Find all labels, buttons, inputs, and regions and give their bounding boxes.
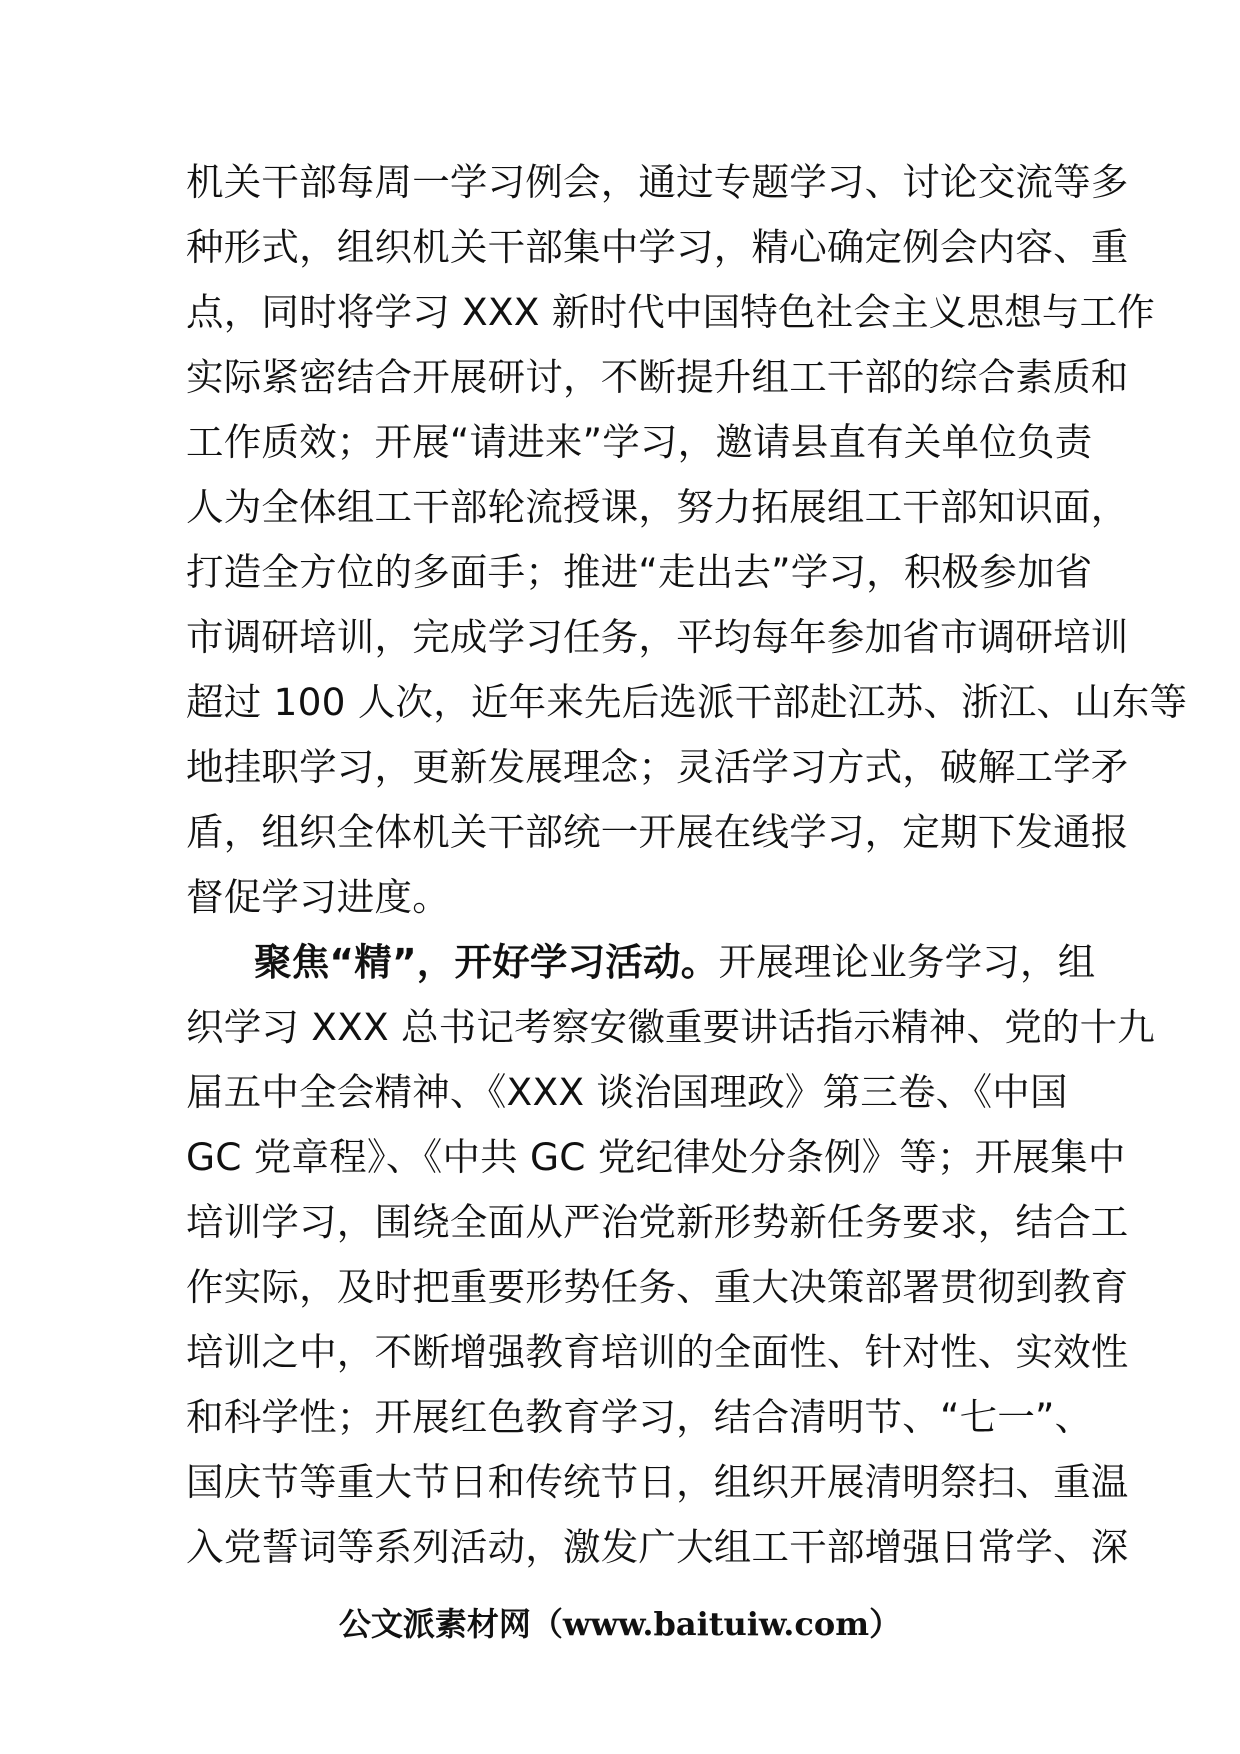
paragraph-line: 市调研培训，完成学习任务，平均每年参加省市调研培训: [186, 615, 1129, 659]
paragraph-line: 督促学习进度。: [186, 875, 450, 919]
paragraph-line: 打造全方位的多面手；推进“走出去”学习，积极参加省: [186, 550, 1093, 594]
paragraph-line: 种形式，组织机关干部集中学习，精心确定例会内容、重: [186, 225, 1129, 269]
paragraph-line: GC 党章程》、《中共 GC 党纪律处分条例》等；开展集中: [186, 1135, 1126, 1179]
paragraph-line: 培训之中，不断增强教育培训的全面性、针对性、实效性: [186, 1330, 1129, 1374]
paragraph-line: 织学习 XXX 总书记考察安徽重要讲话指示精神、党的十九: [186, 1005, 1156, 1049]
paragraph-first-line: [186, 930, 1096, 995]
paragraph-line: 国庆节等重大节日和传统节日，组织开展清明祭扫、重温: [186, 1460, 1129, 1504]
paragraph-line: 点，同时将学习 XXX 新时代中国特色社会主义思想与工作: [186, 290, 1156, 334]
paragraph-line: 入党誓词等系列活动，激发广大组工干部增强日常学、深: [186, 1525, 1129, 1569]
paragraph-line: 人为全体组工干部轮流授课，努力拓展组工干部知识面，: [186, 485, 1129, 529]
paragraph-line: 作实际，及时把重要形势任务、重大决策部署贯彻到教育: [186, 1265, 1129, 1309]
paragraph-line: 届五中全会精神、《XXX 谈治国理政》第三卷、《中国: [186, 1070, 1068, 1114]
paragraph-first-line-text: 开展理论业务学习，组: [718, 940, 1096, 984]
paragraph-line: 培训学习，围绕全面从严治党新形势新任务要求，结合工: [186, 1200, 1129, 1244]
paragraph-line: 盾，组织全体机关干部统一开展在线学习，定期下发通报: [186, 810, 1129, 854]
paragraph-line: 工作质效；开展“请进来”学习，邀请县直有关单位负责: [186, 420, 1093, 464]
document-body: [186, 150, 1188, 1580]
footer-source-text: 公文派素材网（www.baituiw.com）: [338, 1605, 902, 1643]
paragraph-line: 和科学性；开展红色教育学习，结合清明节、“七一”、: [186, 1395, 1093, 1439]
paragraph-line: 超过 100 人次，近年来先后选派干部赴江苏、浙江、山东等: [186, 680, 1188, 724]
paragraph-line: 地挂职学习，更新发展理念；灵活学习方式，破解工学矛: [186, 745, 1129, 789]
paragraph-line: 机关干部每周一学习例会，通过专题学习、讨论交流等多: [186, 160, 1129, 204]
paragraph-heading: 聚焦“精”，开好学习活动。: [254, 940, 719, 984]
paragraph-line: 实际紧密结合开展研讨，不断提升组工干部的综合素质和: [186, 355, 1129, 399]
